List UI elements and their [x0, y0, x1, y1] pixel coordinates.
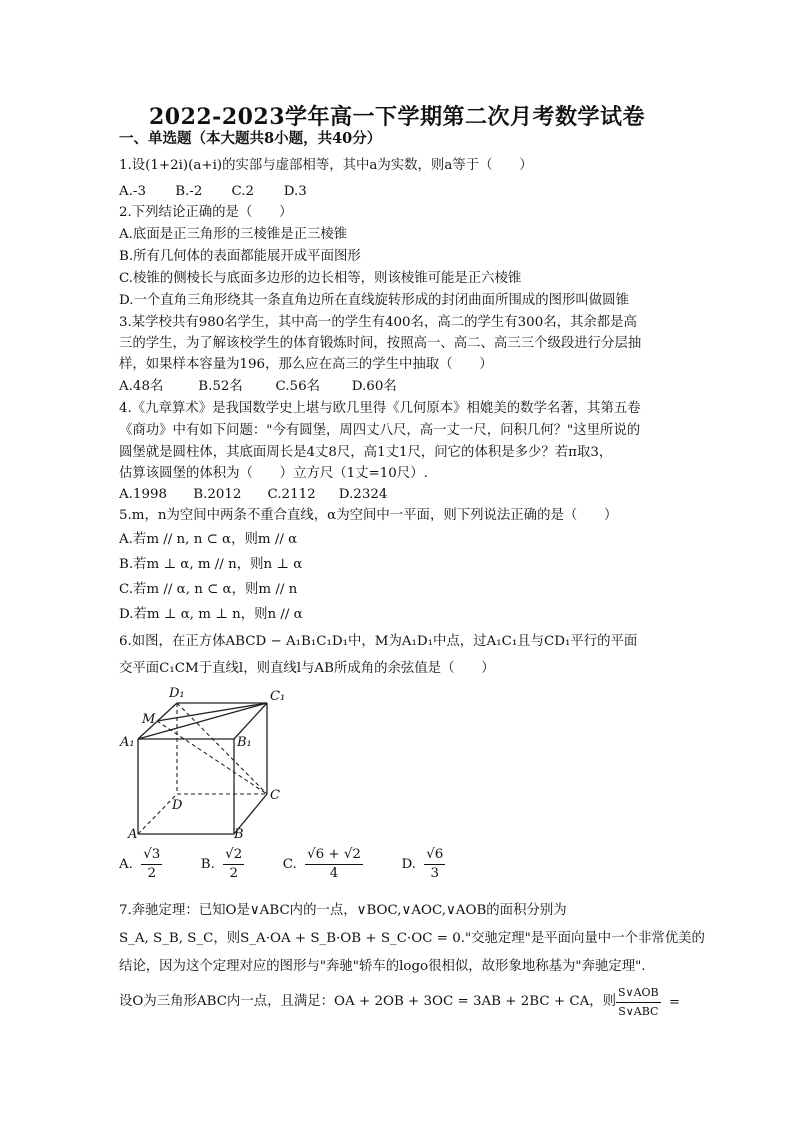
- q1-option-b: B.-2: [175, 184, 203, 199]
- q6-option-a-label: A.: [119, 857, 133, 872]
- edge-b1c1: [234, 703, 267, 739]
- segment-d1c: [177, 703, 267, 794]
- q6-option-b-den: 2: [229, 866, 238, 881]
- q6-line-1: 6.如图，在正方体ABCD − A₁B₁C₁D₁中，M为A₁D₁中点，过A₁C₁且与CD₁平行的平面: [119, 634, 638, 649]
- q2-stem: 2.下列结论正确的是（ ）: [119, 205, 293, 220]
- q6-option-c-num: √6 + √2: [305, 846, 363, 865]
- label-a1: A₁: [120, 735, 135, 750]
- q6-option-a-fraction: [141, 846, 162, 883]
- q6-option-b-label: B.: [200, 857, 215, 872]
- q7-ratio-den: S∨ABC: [618, 1005, 659, 1018]
- label-d: D: [172, 798, 183, 813]
- cube-figure: [114, 680, 294, 840]
- label-c: C: [270, 788, 280, 803]
- label-c1: C₁: [270, 689, 286, 704]
- q6-option-a-num: √3: [141, 846, 162, 865]
- label-m: M: [142, 712, 156, 727]
- q7-ratio-equals: =: [668, 995, 681, 1010]
- q5-stem: 5.m，n为空间中两条不重合直线，α为空间中一平面，则下列说法正确的是（ ）: [119, 508, 618, 523]
- q6-option-d-num: √6: [424, 846, 445, 865]
- q7-line-2: S_A, S_B, S_C，则S_A·OA + S_B·OB + S_C·OC = 0."交驰定理"是平面向量中一个非常优美的: [119, 931, 705, 946]
- q6-line-2: 交平面C₁CM于直线l，则直线l与AB所成角的余弦值是（ ）: [119, 661, 495, 676]
- q1-options: [119, 184, 307, 200]
- q2-option-b: B.所有几何体的表面都能展开成平面图形: [119, 249, 361, 264]
- label-d1: D₁: [169, 686, 185, 701]
- q3-options: [119, 379, 397, 395]
- q2-option-c: C.棱锥的侧棱长与底面多边形的边长相等，则该棱锥可能是正六棱锥: [119, 271, 522, 286]
- q3-option-a: A.48名: [119, 379, 164, 394]
- q4-option-a: A.1998: [119, 487, 168, 502]
- q5-option-c: C.若m // α, n ⊂ α，则m // n: [119, 582, 298, 597]
- q1-option-a: A.-3: [119, 184, 146, 199]
- q2-option-d: D.一个直角三角形绕其一条直角边所在直线旋转形成的封闭曲面所围成的图形叫做圆锥: [119, 293, 629, 308]
- page-title: 2022-2023学年高一下学期第二次月考数学试卷: [148, 104, 646, 130]
- segment-mc: [157, 721, 267, 794]
- q6-option-c-label: C.: [282, 857, 297, 872]
- q6-option-d-label: D.: [401, 857, 416, 872]
- q6-option-d-fraction: [424, 846, 445, 883]
- q7-ratio-fraction: [616, 984, 661, 1021]
- label-b: B: [234, 827, 244, 840]
- q4-option-b: B.2012: [193, 487, 242, 502]
- q7-line-3: 结论，因为这个定理对应的图形与"奔驰"轿车的logo很相似，故形象地称基为"奔驰定理".: [119, 959, 646, 974]
- q7-line-1: 7.奔驰定理：已知O是∨ABC内的一点，∨BOC,∨AOC,∨AOB的面积分别为: [119, 903, 567, 918]
- q4-line-1: 4.《九章算术》是我国数学史上堪与欧几里得《几何原本》相媲美的数学名著，其第五卷: [119, 401, 641, 416]
- q6-option-c-den: 4: [329, 866, 339, 881]
- q6-option-c-fraction: [305, 846, 363, 883]
- q3-option-b: B.52名: [198, 379, 243, 394]
- q4-option-d: D.2324: [338, 487, 388, 502]
- q3-line-2: 三的学生，为了解该校学生的体育锻炼时间，按照高一、高二、高三三个级段进行分层抽: [119, 336, 642, 351]
- q5-option-d: D.若m ⊥ α, m ⊥ n，则n // α: [119, 607, 303, 622]
- q4-line-2: 《商功》中有如下问题："今有圆堡，周四丈八尺，高一丈一尺，问积几何？"这里所说的: [119, 423, 641, 438]
- section-heading: 一、单选题（本大题共8小题，共40分）: [119, 130, 382, 147]
- label-b1: B₁: [237, 735, 252, 750]
- q6-option-b-fraction: [223, 846, 244, 883]
- q3-option-d: D.60名: [351, 379, 397, 394]
- q1-stem: 1.设(1+2i)(a+i)的实部与虚部相等，其中a为实数，则a等于（ ）: [119, 158, 533, 173]
- label-a: A: [128, 827, 138, 840]
- q1-option-d: D.3: [283, 184, 307, 199]
- q7-ratio-num: S∨AOB: [616, 984, 661, 1003]
- q4-options: [119, 487, 387, 503]
- q4-line-3: 圆堡就是圆柱体，其底面周长是4丈8尺，高1丈1尺，问它的体积是多少？若π取3，: [119, 445, 613, 460]
- q6-options: [119, 846, 449, 883]
- q4-option-c: C.2112: [267, 487, 316, 502]
- q5-option-b: B.若m ⊥ α, m // n，则n ⊥ α: [119, 557, 303, 572]
- q2-option-a: A.底面是正三角形的三棱锥是正三棱锥: [119, 227, 348, 242]
- q3-option-c: C.56名: [275, 379, 320, 394]
- q7-ratio: [612, 984, 680, 1021]
- q7-line-4: 设O为三角形ABC内一点，且满足：OA + 2OB + 3OC = 3AB + 2BC + CA，则: [119, 994, 617, 1009]
- q1-option-c: C.2: [231, 184, 255, 199]
- q6-option-d-den: 3: [430, 866, 440, 881]
- q5-option-a: A.若m // n, n ⊂ α，则m // α: [119, 532, 298, 547]
- q4-line-4: 估算该圆堡的体积为（ ）立方尺（1丈=10尺）.: [119, 466, 428, 481]
- q3-line-3: 样，如果样本容量为196，那么应在高三的学生中抽取（ ）: [119, 357, 493, 372]
- q6-option-a-den: 2: [147, 866, 156, 881]
- q6-option-b-num: √2: [223, 846, 244, 865]
- q3-line-1: 3.某学校共有980名学生，其中高一的学生有400名，高二的学生有300名，其余都是高: [119, 315, 637, 330]
